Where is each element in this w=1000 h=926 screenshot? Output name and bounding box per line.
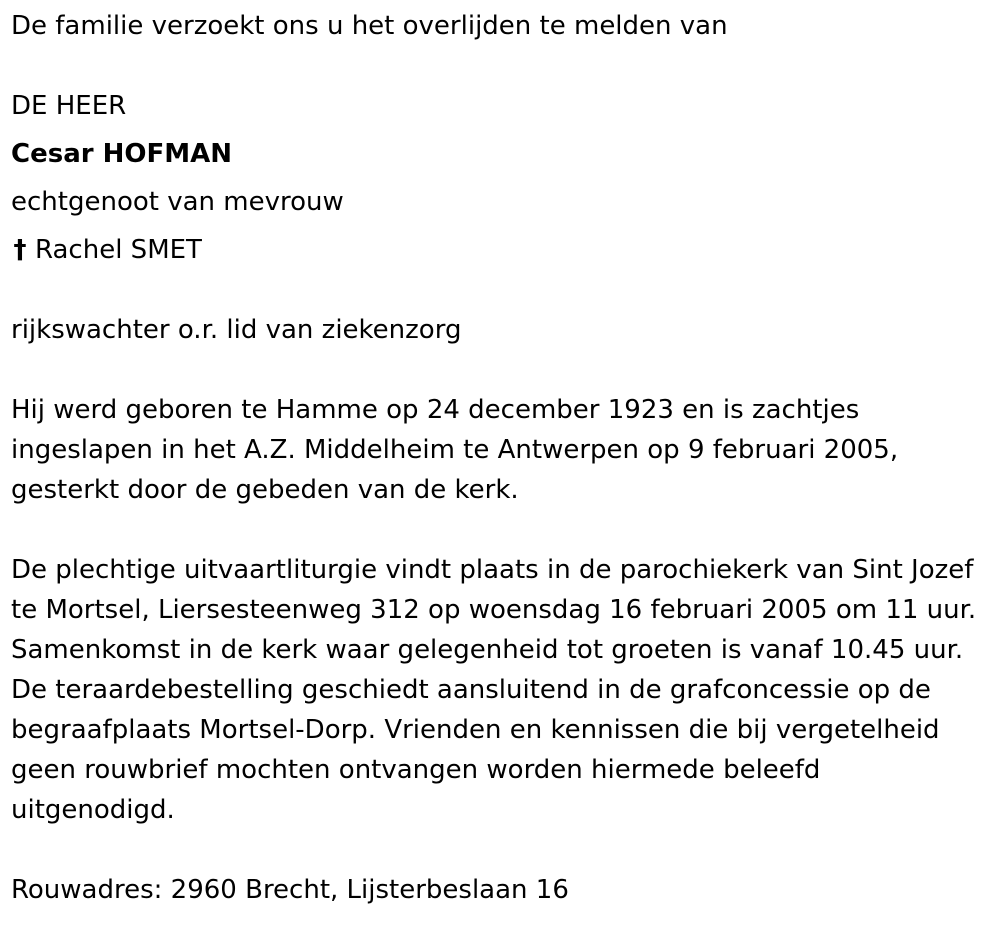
cross-icon: † [13, 235, 27, 265]
funeral-details-paragraph: De plechtige uitvaartliturgie vindt plaats in de parochiekerk van Sint Jozef te Mortsel, Liersesteenweg 312 op woensdag 16 februari 2005 om 11 uur. Samenkomst in de kerk waar gelegenheid tot groeten is vanaf 10.45 uur. De teraardebestelling geschiedt aansluitend in de grafconcessie op de begraafplaats Mortsel-Dorp. Vrienden en kennissen die bij vergetelheid geen rouwbrief mochten ontvangen worden hiermede beleefd uitgenodigd. [11, 555, 977, 825]
spouse-name: Rachel SMET [35, 235, 202, 265]
salutation: DE HEER [11, 91, 127, 121]
occupation: rijkswachter o.r. lid van ziekenzorg [11, 315, 462, 345]
spouse-line [11, 234, 202, 266]
birth-death-paragraph: Hij werd geboren te Hamme op 24 december 1923 en is zachtjes ingeslapen in het A.Z. Middelheim te Antwerpen op 9 februari 2005, gesterkt door de gebeden van de kerk. [11, 395, 899, 505]
spouse-relation: echtgenoot van mevrouw [11, 187, 344, 217]
deceased-name: Cesar HOFMAN [11, 139, 232, 169]
mourning-address: Rouwadres: 2960 Brecht, Lijsterbeslaan 16 [11, 875, 569, 905]
intro-text: De familie verzoekt ons u het overlijden te melden van [11, 11, 728, 41]
